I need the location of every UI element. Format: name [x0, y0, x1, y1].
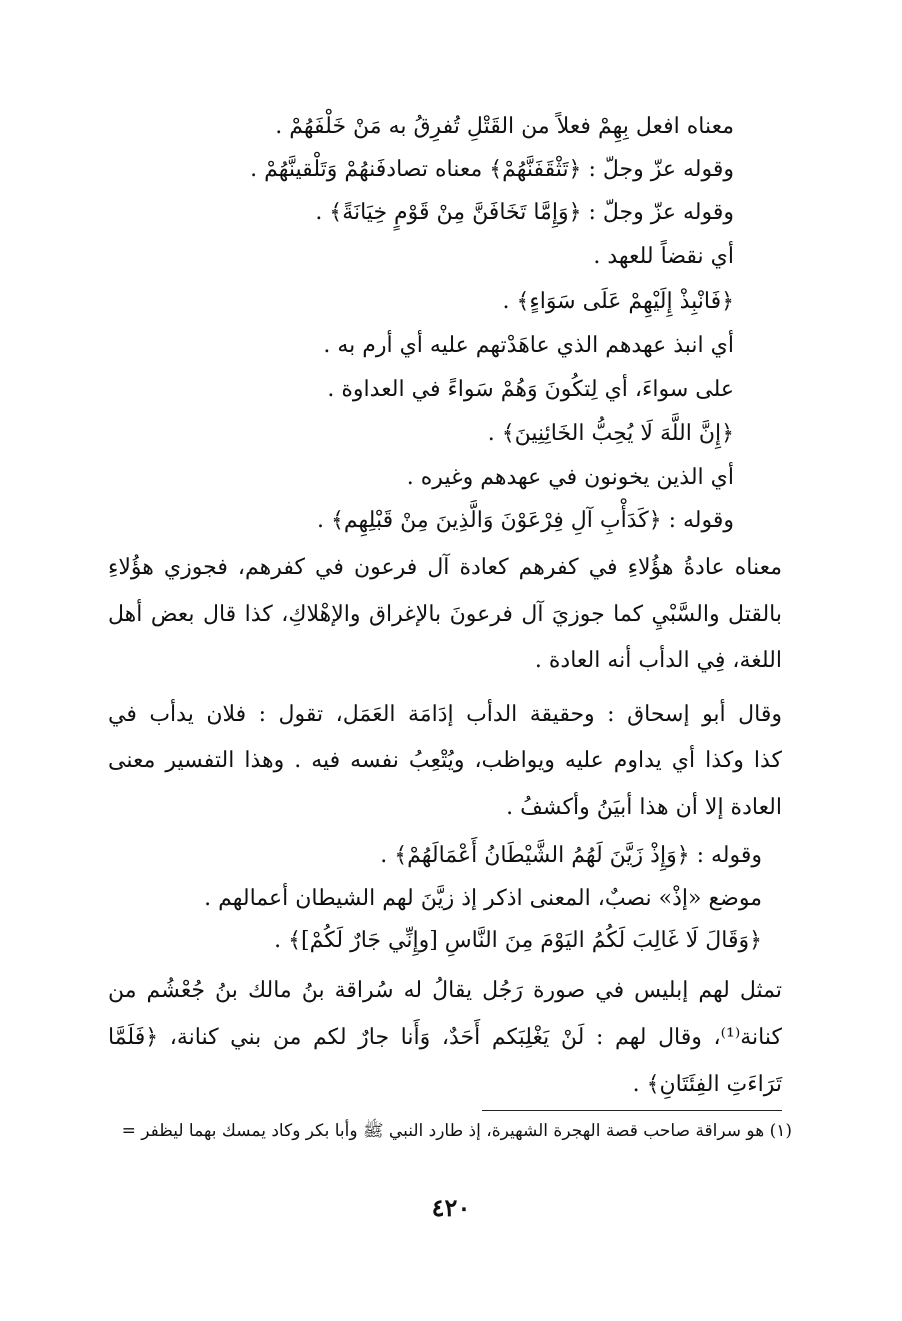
paragraph-line: كذا وكذا أي يداوم عليه ويواظب، ويُتْعِبُ نفسه فيه . وهذا التفسير معنى [108, 748, 782, 773]
footnote: (١) هو سراقة صاحب قصة الهجرة الشهيرة، إذ طارد النبي ﷺ وأبا بكر وكاد يمسك بهما ليظفر = [121, 1121, 792, 1141]
paragraph-line: تمثل لهم إبليس في صورة رَجُل يقالُ له سُراقة بنُ مالك بنُ جُعْشُم من [108, 978, 782, 1003]
text-line: أي نقضاً للعهد . [593, 244, 734, 269]
paragraph-line: بالقتل والسَّبْيِ كما جوزيَ آل فرعونَ بالإغراق والإهْلاكِ، كذا قال بعض أهل [108, 602, 782, 627]
text-line: معناه افعل بِهِمْ فعلاً من القَتْلِ تُفرِقُ به مَنْ خَلْفَهُمْ . [275, 114, 734, 139]
quran-verse: ﴿وَقَالَ لَا غَالِبَ لَكُمُ اليَوْمَ مِنَ النَّاسِ [وإِنِّي جَارٌ لَكُمْ]﴾ . [274, 928, 762, 953]
text-line: وقوله عزّ وجلّ : ﴿تَثْقَفَنَّهُمْ﴾ معناه تصادفَنهُمْ وَتَلْقينَّهُمْ . [250, 157, 734, 182]
text-line: على سواءَ، أي لِتكُونَ وَهُمْ سَواءً في العداوة . [327, 377, 734, 402]
paragraph-line: كنانة⁽¹⁾، وقال لهم : لَنْ يَغْلِبَكم أَحَدٌ، وَأَنا جارٌ لكم من بني كنانة، ﴿فَلَمَّا [108, 1025, 782, 1050]
text-line: موضع «إذْ» نصبٌ، المعنى اذكر إذ زيَّنَ لهم الشيطان أعمالهم . [204, 886, 762, 911]
page-number: ٤٢٠ [431, 1193, 471, 1222]
footnote-rule [482, 1110, 782, 1111]
quran-verse: ﴿إِنَّ اللَّهَ لَا يُحِبُّ الخَائِنِينَ﴾ . [487, 421, 734, 446]
paragraph-line: تَرَاءَتِ الفِئَتَانِ﴾ . [632, 1072, 782, 1097]
text-line: وقوله : ﴿وَإِذْ زَيَّنَ لَهُمُ الشَّيْطَانُ أَعْمَالَهُمْ﴾ . [380, 843, 762, 868]
paragraph-line: العادة إلا أن هذا أبيَنُ وأكشفُ . [506, 795, 782, 820]
text-line: أي انبذ عهدهم الذي عاهَدْتهم عليه أي أرم به . [323, 333, 734, 358]
text-line: وقوله عزّ وجلّ : ﴿وَإِمَّا تَخَافَنَّ مِنْ قَوْمٍ خِيَانَةً﴾ . [315, 200, 734, 225]
text-line: أي الذين يخونون في عهدهم وغيره . [406, 465, 734, 490]
paragraph-line: وقال أبو إسحاق : وحقيقة الدأب إدَامَة العَمَل، تقول : فلان يدأب في [108, 702, 782, 727]
text-line: وقوله : ﴿كَدَأْبِ آلِ فِرْعَوْنَ وَالَّذِينَ مِنْ قَبْلِهِم﴾ . [317, 508, 734, 533]
quran-verse: ﴿فَانْبِذْ إِلَيْهِمْ عَلَى سَوَاءٍ﴾ . [502, 289, 734, 314]
paragraph-line: معناه عادةُ هؤُلاءِ في كفرهم كعادة آل فرعون في كفرهم، فجوزي هؤُلاءِ [108, 555, 782, 580]
paragraph-line: اللغة، فِي الدأب أنه العادة . [534, 648, 782, 673]
